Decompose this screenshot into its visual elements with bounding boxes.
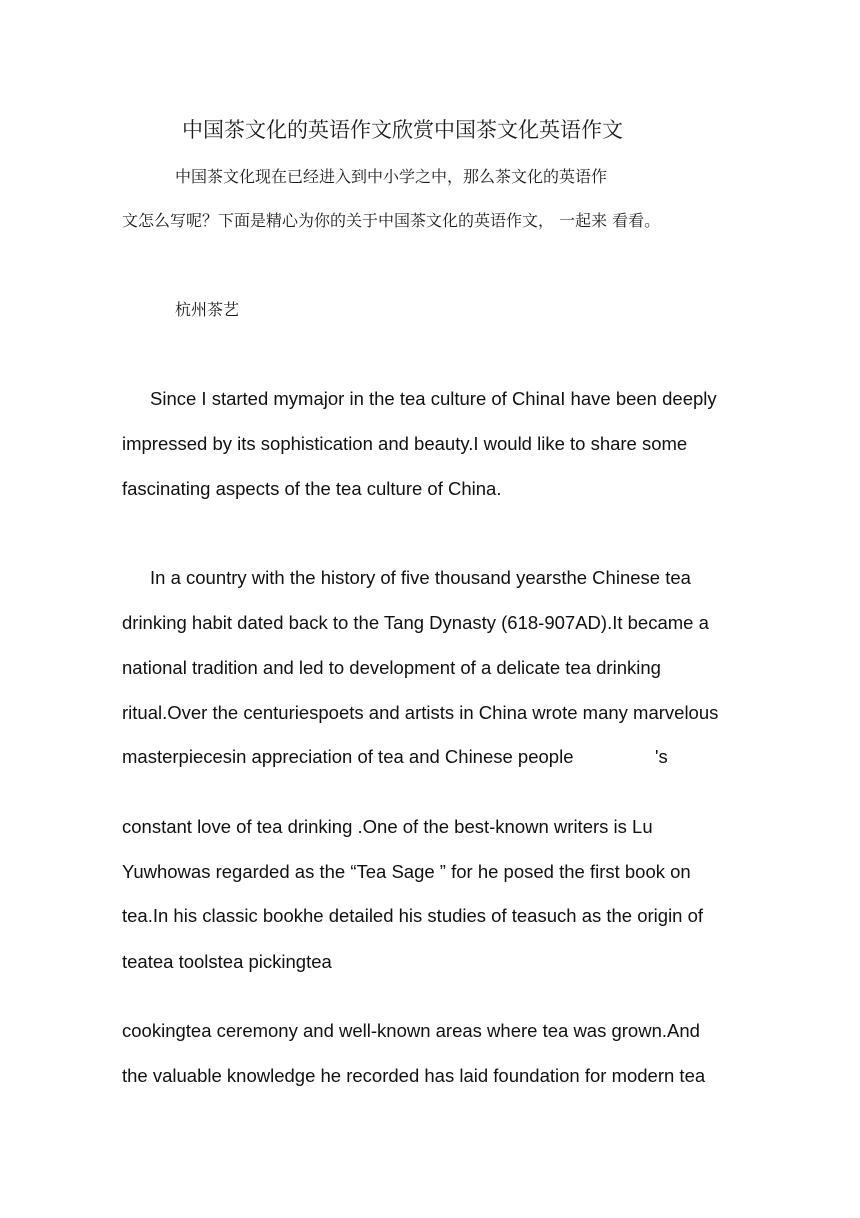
text-line: fascinating aspects of the tea culture of China. <box>122 478 502 499</box>
section-heading: 杭州茶艺 <box>175 300 240 319</box>
document-title: 中国茶文化的英语作文欣赏中国茶文化英语作文 <box>182 118 623 142</box>
text-line: In a country with the history of five thousand yearsthe Chinese tea <box>150 567 691 588</box>
text-line: national tradition and led to development of a delicate tea drinking <box>122 657 661 678</box>
intro-line: 中国茶文化现在已经进入到中小学之中，那么茶文化的英语作 <box>175 167 608 186</box>
text-line: impressed by its sophistication and beauty.I would like to share some <box>122 433 688 454</box>
text-fragment: 's <box>655 746 668 767</box>
text-line: the valuable knowledge he recorded has laid foundation for modern tea <box>122 1065 706 1086</box>
text-line: masterpiecesin appreciation of tea and Chinese people <box>122 746 574 767</box>
text-line: ritual.Over the centuriespoets and artists in China wrote many marvelous <box>122 702 719 723</box>
text-line: Since I started mymajor in the tea culture of ChinaI have been deeply <box>150 388 717 409</box>
text-line: tea.In his classic bookhe detailed his studies of teasuch as the origin of <box>122 905 704 926</box>
text-line: teatea toolstea pickingtea <box>122 951 332 972</box>
intro-line: 文怎么写呢？下面是精心为你的关于中国茶文化的英语作文， 一起来 看看。 <box>122 211 661 230</box>
text-line: constant love of tea drinking .One of the best-known writers is Lu <box>122 816 653 837</box>
text-line: cookingtea ceremony and well-known areas where tea was grown.And <box>122 1020 700 1041</box>
text-line: drinking habit dated back to the Tang Dynasty (618-907AD).It became a <box>122 612 709 633</box>
text-line: Yuwhowas regarded as the “Tea Sage ” for he posed the first book on <box>122 861 691 882</box>
